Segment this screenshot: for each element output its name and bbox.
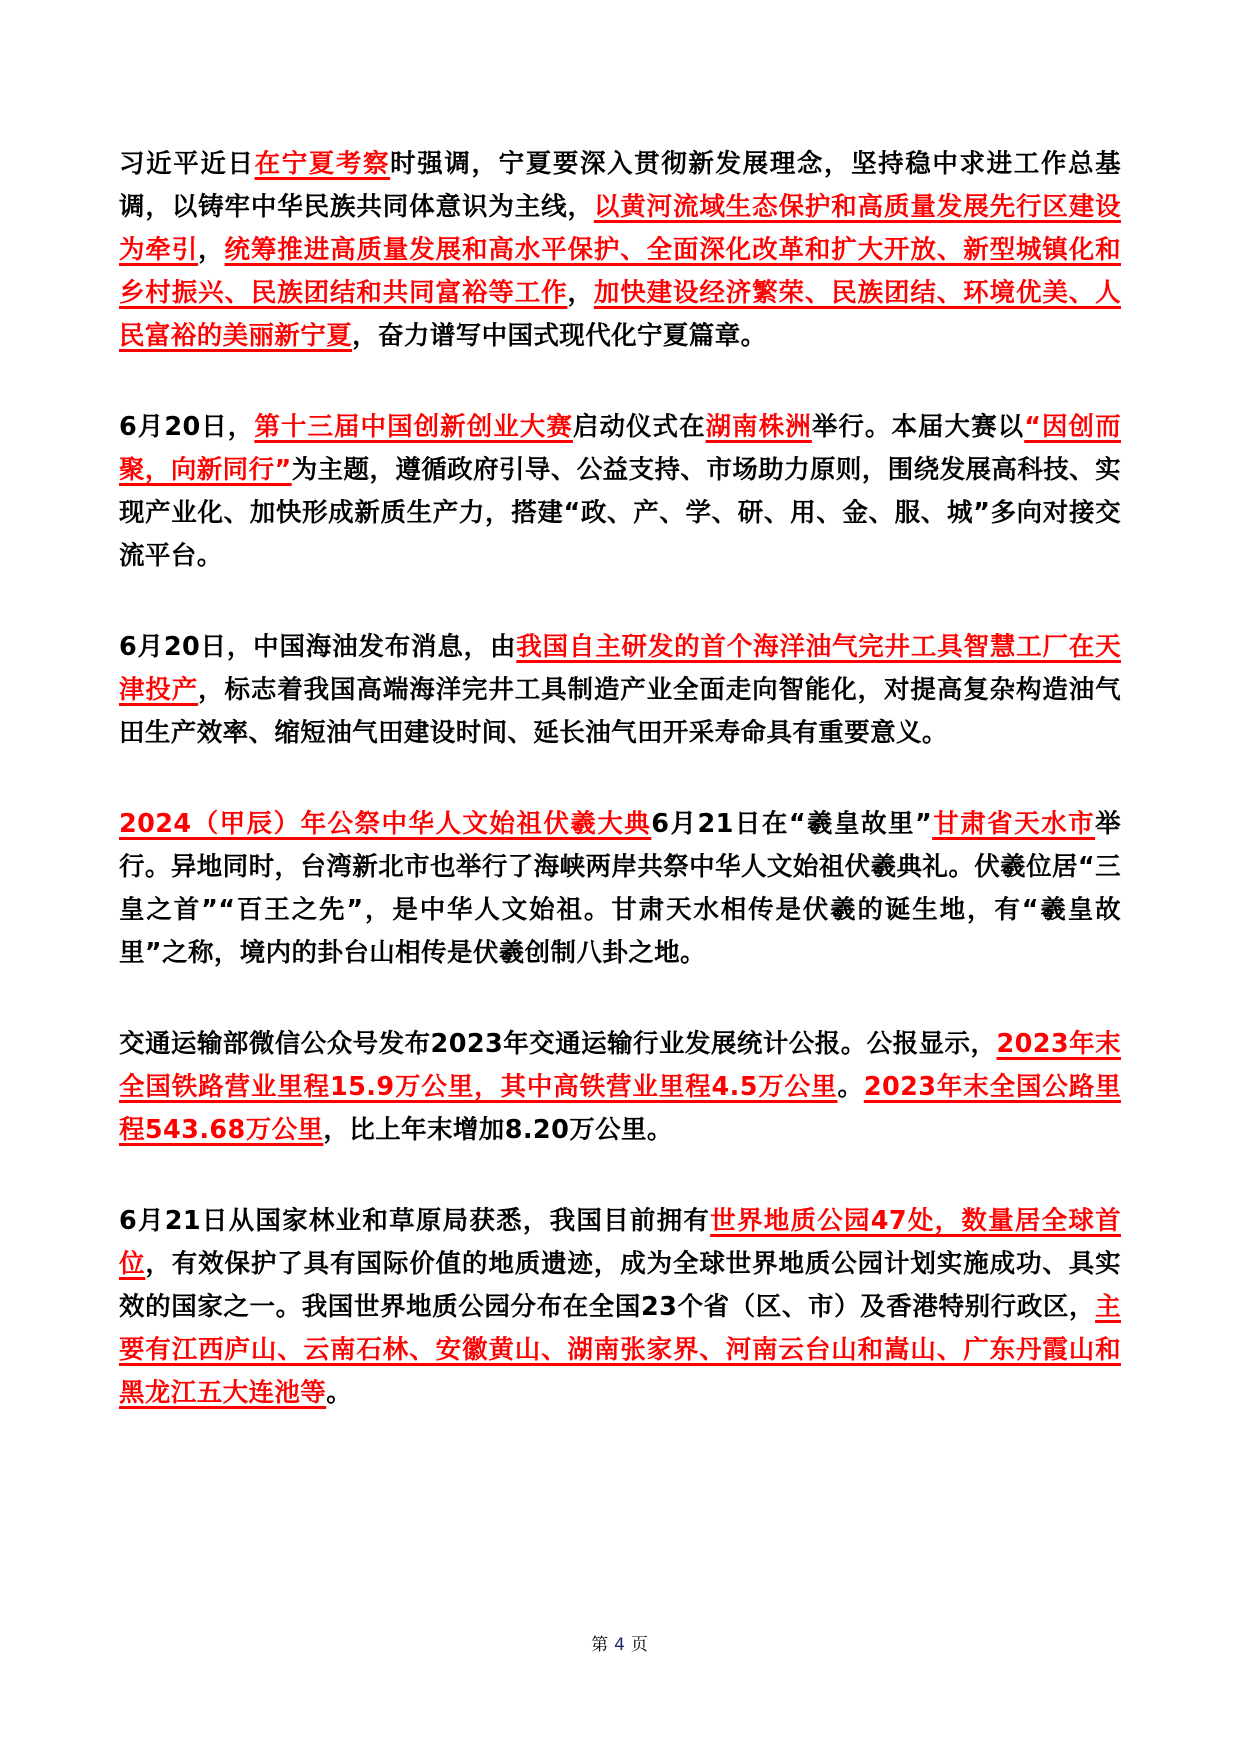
text-segment: ， — [567, 278, 594, 308]
page-prefix: 第 — [591, 1635, 609, 1655]
text-segment: 。 — [837, 1072, 864, 1102]
text-segment: 时强调，宁夏要深入贯彻新发展理念，坚持稳中求进工作总基调，以铸牢中华民族共同体意识为主线， — [119, 149, 1121, 222]
highlighted-segment: 第十三届中国创新创业大赛 — [254, 412, 573, 442]
text-segment: 6月21日在“羲皇故里” — [651, 809, 933, 839]
text-segment: 习近平近日 — [119, 149, 255, 179]
text-segment: ， — [198, 235, 225, 265]
highlighted-segment: 2023年末全国铁路营业里程15.9万公里，其中高铁营业里程4.5万公里 — [119, 1029, 1121, 1102]
highlighted-segment: 世界地质公园47处，数量居全球首位 — [119, 1206, 1122, 1279]
highlighted-segment: “因创而聚，向新同行” — [119, 412, 1121, 485]
text-segment: 6月21日从国家林业和草原局获悉，我国目前拥有 — [119, 1206, 711, 1236]
paragraph-geoparks — [119, 1200, 1121, 1415]
paragraph-innovation-contest — [119, 406, 1121, 578]
highlighted-segment: 主要有江西庐山、云南石林、安徽黄山、湖南张家界、河南云台山和嵩山、广东丹霞山和黑龙江五大连池等 — [119, 1292, 1121, 1408]
text-segment: 启动仪式在 — [572, 412, 706, 442]
text-segment: 举行。本届大赛以 — [811, 412, 1025, 442]
highlighted-segment: 加快建设经济繁荣、民族团结、环境优美、人民富裕的美丽新宁夏 — [119, 278, 1121, 351]
text-segment: 。 — [326, 1378, 353, 1408]
text-segment: 交通运输部微信公众号发布2023年交通运输行业发展统计公报。公报显示， — [119, 1029, 997, 1059]
highlighted-segment: 2023年末全国公路里程543.68万公里 — [119, 1072, 1121, 1145]
text-segment: ，奋力谱写中国式现代化宁夏篇章。 — [352, 321, 767, 351]
text-segment: ，标志着我国高端海洋完井工具制造产业全面走向智能化，对提高复杂构造油气田生产效率、缩短油气田建设时间、延长油气田开采寿命具有重要意义。 — [119, 675, 1121, 748]
paragraph-fuxi-ceremony — [119, 803, 1121, 975]
text-segment: 举行。异地同时，台湾新北市也举行了海峡两岸共祭中华人文始祖伏羲典礼。伏羲位居“三皇之首”“百王之先”，是中华人文始祖。甘肃天水相传是伏羲的诞生地，有“羲皇故里”之称，境内的卦台山相传是伏羲创制八卦之地。 — [119, 809, 1121, 968]
highlighted-segment: 在宁夏考察 — [254, 149, 391, 179]
page-number: 4 — [614, 1635, 625, 1655]
highlighted-segment: 甘肃省天水市 — [932, 809, 1096, 839]
page-number-footer — [0, 1630, 1239, 1655]
text-segment: 6月20日，中国海油发布消息，由 — [119, 632, 517, 662]
paragraph-cnooc-factory — [119, 626, 1121, 755]
text-segment: ，比上年末增加8.20万公里。 — [323, 1115, 673, 1145]
page-suffix: 页 — [630, 1635, 648, 1655]
highlighted-segment: 湖南株洲 — [705, 412, 812, 442]
document-body — [119, 143, 1121, 1415]
paragraph-transport-statistics — [119, 1023, 1121, 1152]
highlighted-segment: 2024（甲辰）年公祭中华人文始祖伏羲大典 — [119, 809, 652, 839]
highlighted-segment: 我国自主研发的首个海洋油气完井工具智慧工厂在天津投产 — [119, 632, 1121, 705]
text-segment: 为主题，遵循政府引导、公益支持、市场助力原则，围绕发展高科技、实现产业化、加快形成新质生产力，搭建“政、产、学、研、用、金、服、城”多向对接交流平台。 — [119, 455, 1121, 571]
highlighted-segment: 统筹推进高质量发展和高水平保护、全面深化改革和扩大开放、新型城镇化和乡村振兴、民族团结和共同富裕等工作 — [119, 235, 1122, 308]
text-segment: ，有效保护了具有国际价值的地质遗迹，成为全球世界地质公园计划实施成功、具实效的国家之一。我国世界地质公园分布在全国23个省（区、市）及香港特别行政区， — [119, 1249, 1121, 1322]
paragraph-ningxia-inspection — [119, 143, 1121, 358]
text-segment: 6月20日， — [119, 412, 255, 442]
highlighted-segment: 以黄河流域生态保护和高质量发展先行区建设为牵引 — [119, 192, 1121, 265]
